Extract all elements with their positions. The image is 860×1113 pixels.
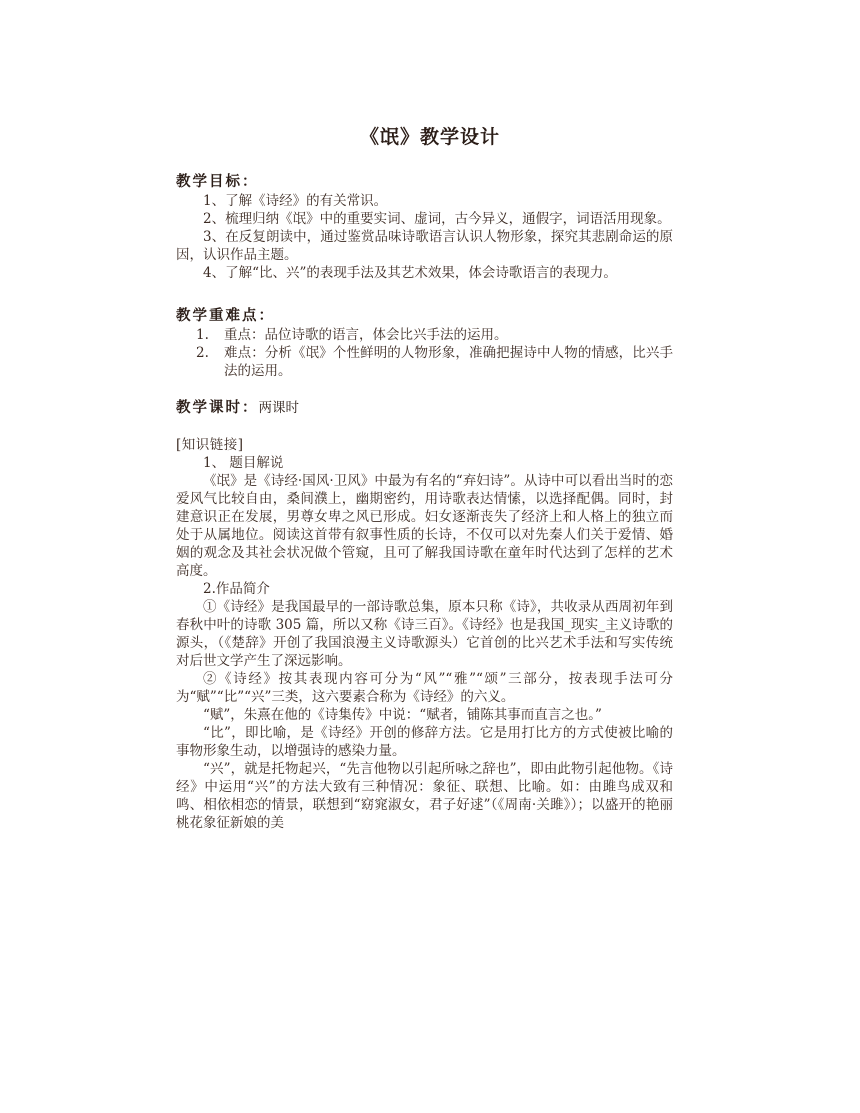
- knowledge-paragraph: 《氓》是《诗经·国风·卫风》中最为有名的“弃妇诗”。从诗中可以看出当时的恋爱风气比较自由，桑间濮上，幽期密约，用诗歌表达情愫，以选择配偶。同时，封建意识正在发展，男尊女卑之风已形成。妇女逐渐丧失了经济上和人格上的独立而处于从属地位。阅读这首带有叙事性质的长诗，不仅可以对先秦人们关于爱情、婚姻的观念及其社会状况做个管窥，且可了解我国诗歌在童年时代达到了怎样的艺术高度。: [176, 473, 673, 579]
- hours-heading: 教学课时：: [176, 400, 259, 416]
- document-body: [176, 172, 673, 832]
- goal-item: 3、在反复朗读中，通过鉴赏品味诗歌语言认识人物形象，探究其悲剧命运的原因，认识作品主题。: [176, 229, 673, 263]
- document-title: 《氓》教学设计: [359, 126, 500, 148]
- key-point-number: 2.: [196, 345, 209, 361]
- knowledge-paragraph: ②《诗经》按其表现内容可分为“风”“雅”“颂”三部分，按表现手法可分为“赋”“比”“兴”三类，这六要素合称为《诗经》的六义。: [176, 671, 673, 705]
- key-point-item: [176, 326, 673, 344]
- knowledge-label: [知识链接]: [176, 437, 244, 453]
- knowledge-paragraph: “赋”，朱熹在他的《诗集传》中说：“赋者，铺陈其事而直言之也。”: [203, 707, 602, 723]
- knowledge-paragraph: “比”，即比喻，是《诗经》开创的修辞方法。它是用打比方的方式使被比喻的事物形象生动，以增强诗的感染力量。: [176, 725, 673, 759]
- knowledge-paragraph: “兴”，就是托物起兴，“先言他物以引起所咏之辞也”，即由此物引起他物。《诗经》中运用“兴”的方法大致有三种情况：象征、联想、比喻。如：由雎鸟成双和鸣、相依相恋的情景，联想到“窈窕淑女，君子好逑”（《周南·关雎》）；以盛开的艳丽桃花象征新娘的美: [176, 761, 673, 831]
- key-point-text: 难点：分析《氓》个性鲜明的人物形象，准确把握诗中人物的情感，比兴手法的运用。: [224, 345, 673, 379]
- key-points-heading: 教学重难点：: [176, 308, 275, 324]
- knowledge-subheading: 1、 题目解说: [203, 455, 284, 471]
- goal-item: 2、梳理归纳《氓》中的重要实词、虚词，古今异义，通假字，词语活用现象。: [203, 211, 671, 227]
- knowledge-paragraph: ①《诗经》是我国最早的一部诗歌总集，原本只称《诗》，共收录从西周初年到春秋中叶的诗歌 305 篇，所以又称《诗三百》。《诗经》也是我国_现实_主义诗歌的源头，（《楚辞》开创了我国浪漫主义诗歌源头）它首创的比兴艺术手法和写实传统对后世文学产生了深远影响。: [176, 599, 673, 669]
- goals-heading: 教学目标：: [176, 174, 259, 190]
- knowledge-subheading: 2.作品简介: [203, 581, 270, 597]
- hours-value: 两课时: [258, 400, 299, 416]
- key-point-number: 1.: [196, 327, 209, 343]
- hours-line: [176, 398, 673, 418]
- key-point-text: 重点：品位诗歌的语言，体会比兴手法的运用。: [224, 327, 508, 343]
- goal-item: 4、了解“比、兴”的表现手法及其艺术效果，体会诗歌语言的表现力。: [203, 265, 617, 281]
- goal-item: 1、了解《诗经》的有关常识。: [203, 193, 388, 209]
- key-point-item: [176, 344, 673, 380]
